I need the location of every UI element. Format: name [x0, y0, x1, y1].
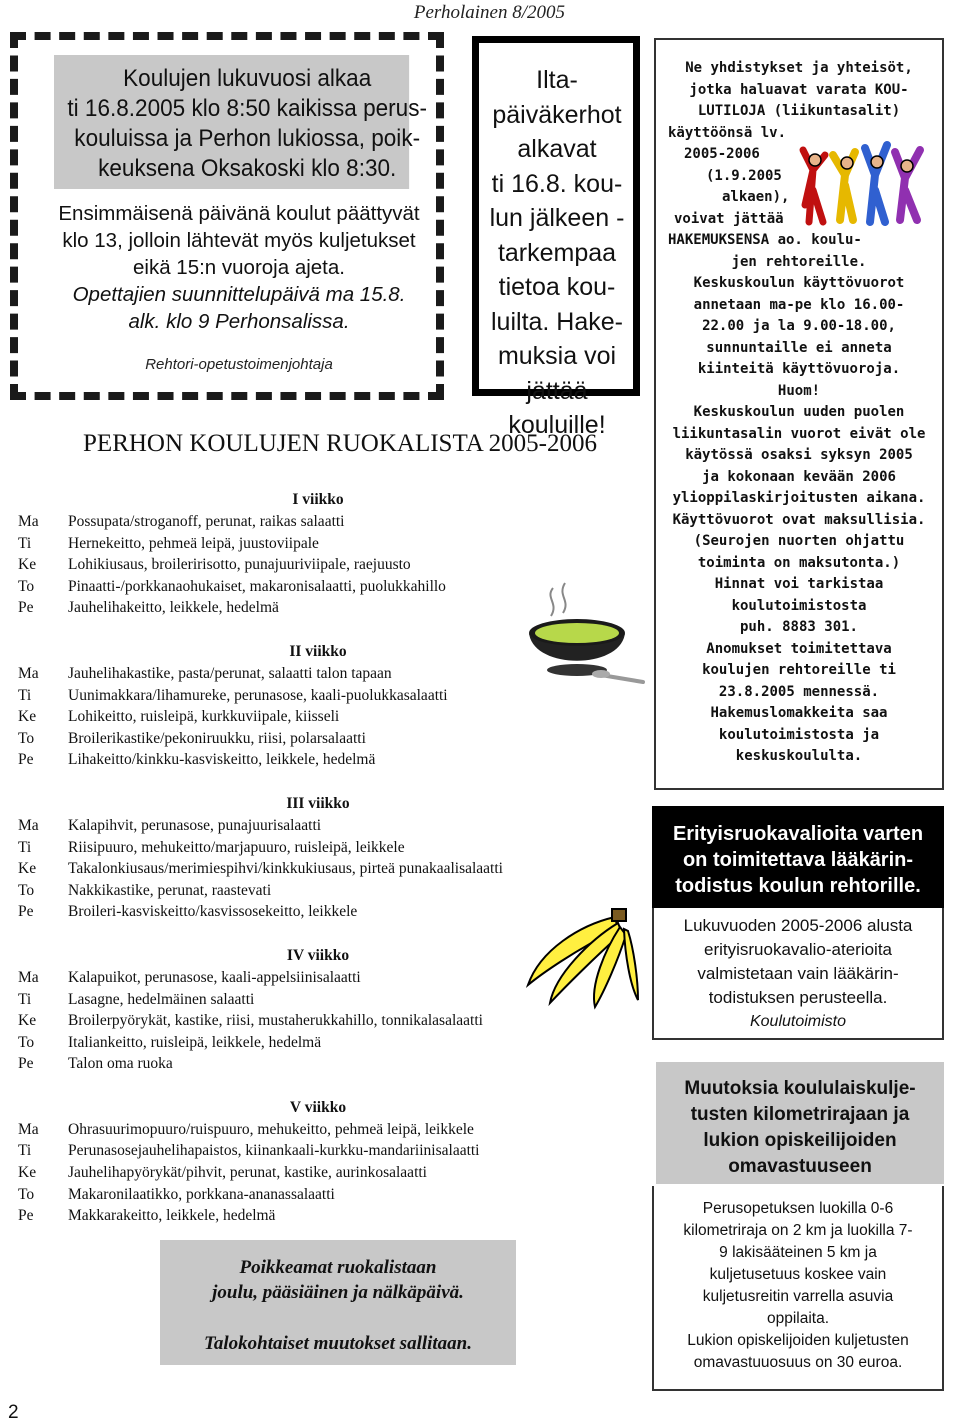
body-line-italic: Opettajien suunnittelupäivä ma 15.8.	[72, 283, 406, 306]
menu-food: Riisipuuro, mehukeitto/marjapuuro, ruisleipä, leikkele	[68, 838, 405, 856]
menu-day: To	[18, 1033, 35, 1051]
booking-line: ja kokonaan kevään 2006	[702, 468, 896, 485]
booking-line: Huom!	[777, 382, 821, 399]
booking-line: ylioppilaskirjoitusten aikana.	[672, 490, 926, 506]
booking-line: annetaan ma-pe klo 16.00-	[693, 296, 905, 313]
diet-text-line: Lukuvuoden 2005-2006 alusta	[683, 916, 913, 935]
school-start-title	[54, 55, 428, 189]
booking-line: sunnuntaille ei anneta	[706, 339, 892, 356]
menu-row	[18, 837, 638, 859]
transport-title-line: lukion opiskeilijoiden	[703, 1130, 897, 1151]
booking-line: Anomukset toimitettava	[706, 640, 892, 657]
clubs-line: tietoa kou-	[498, 273, 616, 301]
menu-food: Makkarakeitto, leikkele, hedelmä	[68, 1207, 276, 1225]
week-heading: I viikko	[292, 491, 344, 508]
body-line: Ensimmäisenä päivänä koulut päättyvät	[58, 202, 420, 225]
clubs-line: tarkempaa	[497, 238, 617, 267]
clubs-line: päiväkerhot	[492, 100, 622, 129]
week-heading: III viikko	[286, 794, 350, 812]
week-heading: IV viikko	[286, 946, 350, 964]
transport-text-line: kuljetusreitin varrella asuvia	[702, 1288, 894, 1305]
clubs-line: alkavat	[517, 135, 597, 163]
menu-week	[18, 793, 638, 923]
menu-day: Ma	[18, 513, 39, 530]
booking-line: (Seurojen nuorten ohjattu	[693, 533, 905, 549]
exceptions-line: Talokohtaiset muutokset sallitaan.	[204, 1333, 472, 1354]
banana-bunch-clipart	[520, 905, 640, 1010]
booking-line: jen rehtoreille.	[731, 253, 867, 270]
booking-line: Ne yhdistykset ja yhteisöt,	[685, 60, 913, 76]
menu-day: To	[18, 729, 35, 747]
clubs-line: lun jälkeen -	[489, 204, 625, 232]
menu-day: Ma	[18, 664, 39, 682]
menu-food: Lihakeitto/kinkku-kasviskeitto, leikkele, hedelmä	[68, 751, 376, 769]
menu-food: Perunasosejauhelihapaistos, kiinankaali-kurkku-mandariinisalaatti	[68, 1142, 480, 1160]
menu-food: Jauhelihapyörykät/pihvit, perunat, kastike, aurinkosalaatti	[68, 1164, 427, 1182]
title-line: keuksena Oksakoski klo 8:30.	[98, 155, 397, 182]
body-line: eikä 15:n vuoroja ajeta.	[133, 256, 345, 279]
diet-text-line: erityisruokavalio-aterioita	[703, 940, 893, 959]
menu-food: Nakkikastike, perunat, raastevati	[68, 881, 272, 899]
menu-row	[18, 858, 638, 880]
menu-day: Ke	[18, 708, 37, 726]
menu-day: Ma	[18, 816, 39, 834]
menu-row	[18, 749, 638, 771]
page-number: 2	[8, 1402, 19, 1423]
exceptions-line: Poikkeamat ruokalistaan	[239, 1257, 437, 1278]
menu-day: Ti	[18, 534, 32, 552]
booking-line: liikuntasalin vuorot eivät ole	[672, 425, 926, 442]
booking-line: voivat jättää	[674, 210, 784, 227]
menu-food: Jauhelihakeitto, leikkele, hedelmä	[68, 599, 279, 617]
menu-row	[18, 706, 638, 728]
booking-line: koulujen rehtoreille ti	[702, 662, 896, 678]
clubs-line: Ilta-	[536, 66, 578, 94]
booking-line: keskuskoululta.	[735, 748, 863, 764]
menu-day: Pe	[18, 1055, 34, 1073]
diet-text-line: todistuksen perusteella.	[708, 988, 888, 1007]
menu-day: Ti	[18, 1142, 32, 1160]
menu-day: Pe	[18, 599, 34, 617]
menu-row	[18, 1162, 638, 1184]
booking-line: Keskuskoulun uuden puolen	[693, 404, 905, 420]
menu-row	[18, 880, 638, 902]
booking-line: toiminta on maksutonta.)	[697, 554, 901, 571]
menu-day: Ma	[18, 968, 39, 986]
booking-line: alkaen),	[722, 189, 790, 205]
menu-food: Ohrasuurimopuuro/ruispuuro, mehukeitto, pehmeä leipä, leikkele	[68, 1120, 474, 1138]
booking-line: (1.9.2005	[706, 167, 782, 184]
clubs-line: jättää kouluille!	[508, 376, 606, 439]
menu-day: Ti	[18, 838, 32, 856]
menu-day: To	[18, 577, 35, 595]
transport-title	[656, 1062, 944, 1184]
booking-line: 2005-2006	[684, 146, 760, 162]
after-school-clubs-box	[472, 36, 640, 439]
menu-food: Talon oma ruoka	[68, 1055, 173, 1073]
menu-day: Ti	[18, 990, 32, 1008]
menu-food: Jauhelihakastike, pasta/perunat, salaatti talon tapaan	[68, 664, 392, 682]
menu-row	[18, 728, 638, 750]
menu-row	[18, 554, 638, 576]
menu-day: Ma	[18, 1120, 39, 1138]
transport-title-line: Muutoksia koululaiskulje-	[684, 1078, 916, 1099]
menu-row	[18, 1184, 638, 1206]
transport-text-line: omavastuuosuus on 30 euroa.	[693, 1354, 903, 1371]
menu-food: Lasagne, hedelmäinen salaatti	[68, 990, 255, 1008]
menu-food: Pinaatti-/porkkanaohukaiset, makaronisalaatti, puolukkahillo	[68, 577, 446, 595]
booking-line: käytössä osaksi syksyn 2005	[685, 447, 913, 463]
menu-food: Uunimakkara/lihamureke, perunasose, kaali-puolukkasalaatti	[68, 686, 448, 704]
body-line-italic: alk. klo 9 Perhonsalissa.	[128, 310, 350, 333]
booking-line: käyttöönsä lv.	[668, 124, 787, 141]
menu-title: PERHON KOULUJEN RUOKALISTA 2005-2006	[83, 430, 597, 457]
transport-text-line: Lukion opiskelijoiden kuljetusten	[687, 1332, 909, 1349]
menu-food: Possupata/stroganoff, perunat, raikas salaatti	[68, 513, 345, 530]
special-diet-text	[652, 908, 944, 1040]
diet-signature: Koulutoimisto	[749, 1013, 847, 1030]
menu-day: Ke	[18, 556, 37, 574]
week-heading: II viikko	[289, 642, 347, 660]
booking-line: jotka haluavat varata KOU-	[689, 81, 909, 98]
clubs-line: muksia voi	[497, 342, 617, 370]
diet-title-line: todistus koulun rehtorille.	[675, 875, 921, 897]
menu-row	[18, 1032, 638, 1054]
menu-exceptions-box	[160, 1240, 516, 1365]
menu-row	[18, 1010, 638, 1032]
menu-row	[18, 1140, 638, 1162]
transport-title-line: tusten kilometrirajaan ja	[690, 1104, 910, 1125]
exceptions-line: joulu, pääsiäinen ja nälkäpäivä.	[212, 1282, 464, 1303]
clubs-line: luilta. Hake-	[491, 307, 623, 336]
booking-line: kiinteitä käyttövuoroja.	[697, 361, 901, 377]
booking-line: Hinnat voi tarkistaa	[714, 576, 884, 592]
menu-food: Lohikiusaus, broileririsotto, punajuuriviipale, raejuusto	[68, 556, 411, 574]
menu-day: Ke	[18, 1012, 37, 1030]
menu-day: Pe	[18, 1207, 34, 1225]
transport-text	[652, 1186, 944, 1391]
title-line: ti 16.8.2005 klo 8:50 kaikissa perus-	[67, 95, 428, 122]
title-line: kouluissa ja Perhon lukiossa, poik-	[74, 125, 421, 152]
transport-text-line: 9 lakisääteinen 5 km ja	[719, 1244, 877, 1261]
booking-line: 23.8.2005 mennessä.	[718, 683, 880, 700]
menu-food: Lohikeitto, ruisleipä, kurkkuviipale, kiisseli	[68, 708, 340, 726]
menu-food: Makaronilaatikko, porkkana-ananassalaatti	[68, 1185, 335, 1203]
menu-food: Broilerikastike/pekoniruukku, riisi, polarsalaatti	[68, 729, 366, 747]
booking-line: koulutoimistosta ja	[718, 726, 880, 743]
special-diet-title	[652, 806, 944, 908]
menu-day: Pe	[18, 903, 34, 921]
title-line: Koulujen lukuvuosi alkaa	[123, 65, 372, 92]
menu-day: Ke	[18, 860, 37, 878]
dancing-people-clipart	[795, 130, 935, 230]
intro-signature: Rehtori-opetustoimenjohtaja	[145, 356, 333, 373]
menu-week	[18, 1097, 638, 1227]
diet-title-line: Erityisruokavalioita varten	[672, 823, 924, 845]
transport-text-line: kuljetusetuus koskee vain	[709, 1266, 887, 1283]
menu-food: Broilerpyörykät, kastike, riisi, mustaherukkahillo, tonnikalasalaatti	[68, 1012, 483, 1030]
booking-line: LUTILOJA (liikuntasalit)	[697, 103, 901, 119]
booking-line: Käyttövuorot ovat maksullisia.	[672, 511, 926, 528]
menu-row	[18, 815, 638, 837]
booking-line: Keskuskoulun käyttövuorot	[693, 275, 905, 291]
publication-header: Perholainen 8/2005	[413, 2, 565, 23]
menu-food: Kalapihvit, perunasose, punajuurisalaatti	[68, 816, 322, 834]
clubs-line: ti 16.8. kou-	[491, 169, 623, 198]
menu-row	[18, 1053, 638, 1075]
menu-food: Italiankeitto, ruisleipä, leikkele, hedelmä	[68, 1033, 322, 1051]
transport-title-line: omavastuuseen	[728, 1156, 872, 1177]
booking-line: puh. 8883 301.	[739, 619, 858, 635]
menu-day: To	[18, 881, 35, 899]
diet-text-line: valmistetaan vain lääkärin-	[697, 964, 899, 983]
booking-line: Hakemuslomakkeita saa	[710, 705, 888, 721]
menu-day: Ke	[18, 1164, 37, 1182]
transport-text-line: kilometriraja on 2 km ja luokilla 7-	[683, 1222, 913, 1239]
menu-food: Takalonkiusaus/merimiespihvi/kinkkukiusaus, pirteä punakaalisalaatti	[68, 860, 503, 878]
booking-line: 22.00 ja la 9.00-18.00,	[702, 318, 896, 334]
menu-day: Pe	[18, 751, 34, 769]
menu-row	[18, 1205, 638, 1227]
booking-line: koulutoimistosta	[731, 597, 867, 614]
menu-row	[18, 1119, 638, 1141]
menu-food: Hernekeitto, pehmeä leipä, juustoviipale	[68, 534, 319, 552]
booking-line: HAKEMUKSENSA ao. koulu-	[668, 232, 862, 248]
transport-text-line: oppilaita.	[766, 1310, 830, 1327]
diet-title-line: on toimitettava lääkärin-	[682, 849, 914, 871]
menu-day: To	[18, 1185, 35, 1203]
menu-food: Broileri-kasviskeitto/kasvissosekeitto, leikkele	[68, 903, 358, 921]
menu-day: Ti	[18, 686, 32, 704]
transport-text-line: Perusopetuksen luokilla 0-6	[702, 1200, 894, 1217]
body-line: klo 13, jolloin lähtevät myös kuljetukset	[62, 229, 416, 252]
menu-row	[18, 511, 638, 533]
soup-bowl-clipart	[525, 578, 645, 693]
menu-food: Kalapuikot, perunasose, kaali-appelsiinisalaatti	[68, 968, 361, 986]
school-start-body	[42, 200, 436, 335]
week-heading: V viikko	[289, 1098, 347, 1116]
menu-row	[18, 533, 638, 555]
